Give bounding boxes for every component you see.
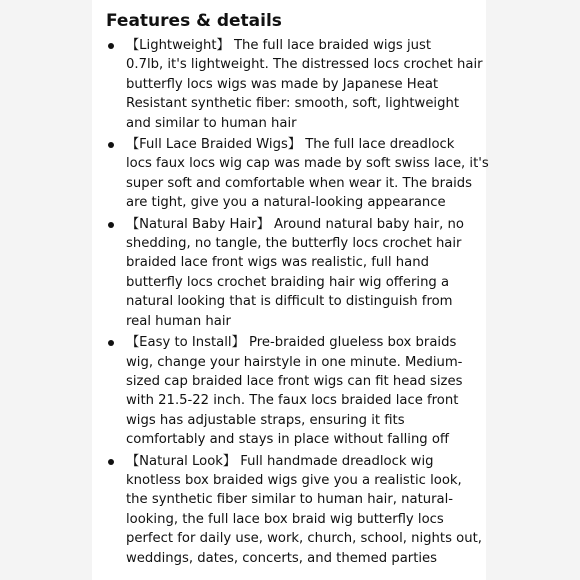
bullet-icon	[108, 43, 114, 49]
feature-text-line: with 21.5-22 inch. The faux locs braided lace front	[126, 393, 459, 409]
feature-text-line: 【Full Lace Braided Wigs】 The full lace dreadlock	[126, 137, 455, 153]
feature-text-line: 【Natural Baby Hair】 Around natural baby hair, no	[126, 216, 464, 232]
feature-item	[106, 135, 489, 213]
feature-text-line: 【Natural Look】 Full handmade dreadlock wig	[126, 453, 434, 469]
feature-text-line: wigs has adjustable straps, ensuring it fits	[126, 412, 405, 428]
bullet-icon	[108, 142, 114, 148]
feature-text-line: sized cap braided lace front wigs can fit head sizes	[126, 373, 463, 389]
feature-text-line: 0.7lb, it's lightweight. The distressed locs crochet hair	[126, 57, 483, 73]
feature-text-line: comfortably and stays in place without falling off	[126, 432, 450, 448]
feature-text-line: are tight, give you a natural-looking appearance	[126, 195, 446, 211]
feature-item	[106, 452, 482, 568]
bullet-icon	[108, 459, 114, 465]
feature-text-line: natural looking that is difficult to distinguish from	[126, 294, 453, 310]
feature-text-line: butterfly locs wigs was made by Japanese Heat	[126, 76, 439, 92]
feature-text-line: 【Lightweight】 The full lace braided wigs just	[126, 38, 432, 53]
feature-text-line: knotless box braided wigs give you a realistic look,	[126, 472, 462, 488]
bullet-icon	[108, 222, 114, 228]
feature-text-line: 【Easy to Install】 Pre-braided glueless box braids	[126, 335, 457, 351]
feature-text-line: locs faux locs wig cap was made by soft swiss lace, it's	[126, 156, 489, 172]
feature-text-line: the synthetic fiber similar to human hair, natural-	[126, 492, 454, 508]
feature-text-line: weddings, dates, concerts, and themed parties	[126, 550, 438, 566]
feature-text-line: perfect for daily use, work, church, school, nights out,	[126, 531, 482, 547]
bullet-icon	[108, 340, 114, 346]
feature-text-line: real human hair	[126, 313, 231, 329]
feature-list	[106, 36, 489, 570]
feature-text-line: super soft and comfortable when wear it. The braids	[126, 175, 473, 191]
feature-text-line: and similar to human hair	[126, 115, 297, 131]
feature-text-line: butterfly locs crochet braiding hair wig offering a	[126, 274, 450, 290]
feature-item	[106, 333, 478, 449]
feature-item	[106, 215, 478, 331]
section-title: Features & details	[106, 11, 282, 31]
feature-item	[106, 36, 483, 133]
feature-text-line: wig, change your hairstyle in one minute. Medium-	[126, 354, 463, 370]
feature-text-line: looking, the full lace box braid wig butterfly locs	[126, 511, 444, 527]
feature-text-line: Resistant synthetic fiber: smooth, soft, lightweight	[126, 96, 459, 112]
feature-text-line: shedding, no tangle, the butterfly locs crochet hair	[126, 236, 462, 252]
feature-text-line: braided lace front wigs was realistic, full hand	[126, 255, 429, 271]
